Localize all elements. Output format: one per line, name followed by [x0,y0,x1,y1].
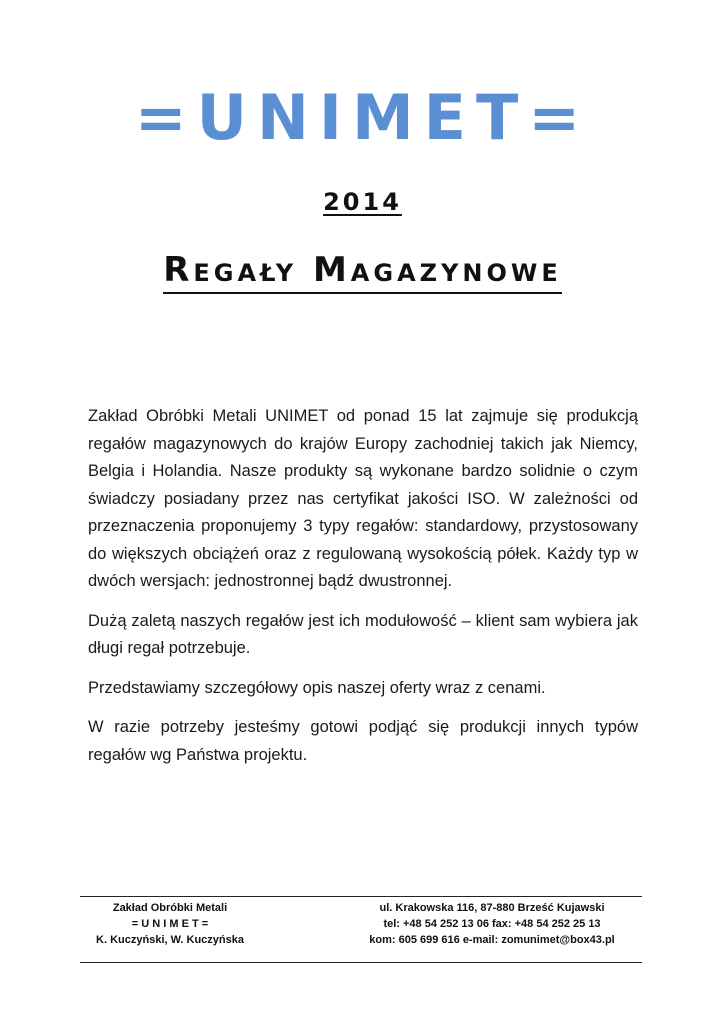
footer-row [80,916,642,932]
document-year: 2014 [323,188,402,216]
footer-mobile-email: kom: 605 699 616 e-mail: zomunimet@box43.pl [369,934,615,946]
company-logo: =UNIMET= [134,81,591,154]
footer-top-rule [80,896,642,897]
footer-address: ul. Krakowska 116, 87-880 Brześć Kujawski [379,902,605,914]
body-text [88,403,638,781]
footer-row [80,900,642,916]
footer-bottom-rule [80,962,642,963]
footer [80,900,642,948]
paragraph: Dużą zaletą naszych regałów jest ich modułowość – klient sam wybiera jak długi regał potrzebuje. [88,611,638,657]
footer-brand: = U N I M E T = [131,918,209,930]
paragraph: W razie potrzeby jesteśmy gotowi podjąć się produkcji innych typów regałów wg Państwa projektu. [88,718,638,764]
footer-owners: K. Kuczyński, W. Kuczyńska [96,934,244,946]
paragraph: Przedstawiamy szczegółowy opis naszej oferty wraz z cenami. [88,678,546,697]
document-title [0,250,725,294]
paragraph: Zakład Obróbki Metali UNIMET od ponad 15 lat zajmuje się produkcją regałów magazynowych do krajów Europy zachodniej takich jak Niemcy, Belgia i Holandia. Nasze produkty są wykonane bardzo solidnie o czym świadczy posiadany przez nas certyfikat jakości ISO. W zależności od przeznaczenia proponujemy 3 typy regałów: standardowy, przystosowany do większych obciążeń oraz z regulowaną wysokością półek. Każdy typ w dwóch wersjach: jednostronnej bądź dwustronnej. [88,407,638,590]
footer-row [80,932,642,948]
footer-phone-fax: tel: +48 54 252 13 06 fax: +48 54 252 25 13 [383,918,601,930]
document-title-text: Regały Magazynowe [163,250,562,294]
footer-company-name: Zakład Obróbki Metali [112,902,228,914]
